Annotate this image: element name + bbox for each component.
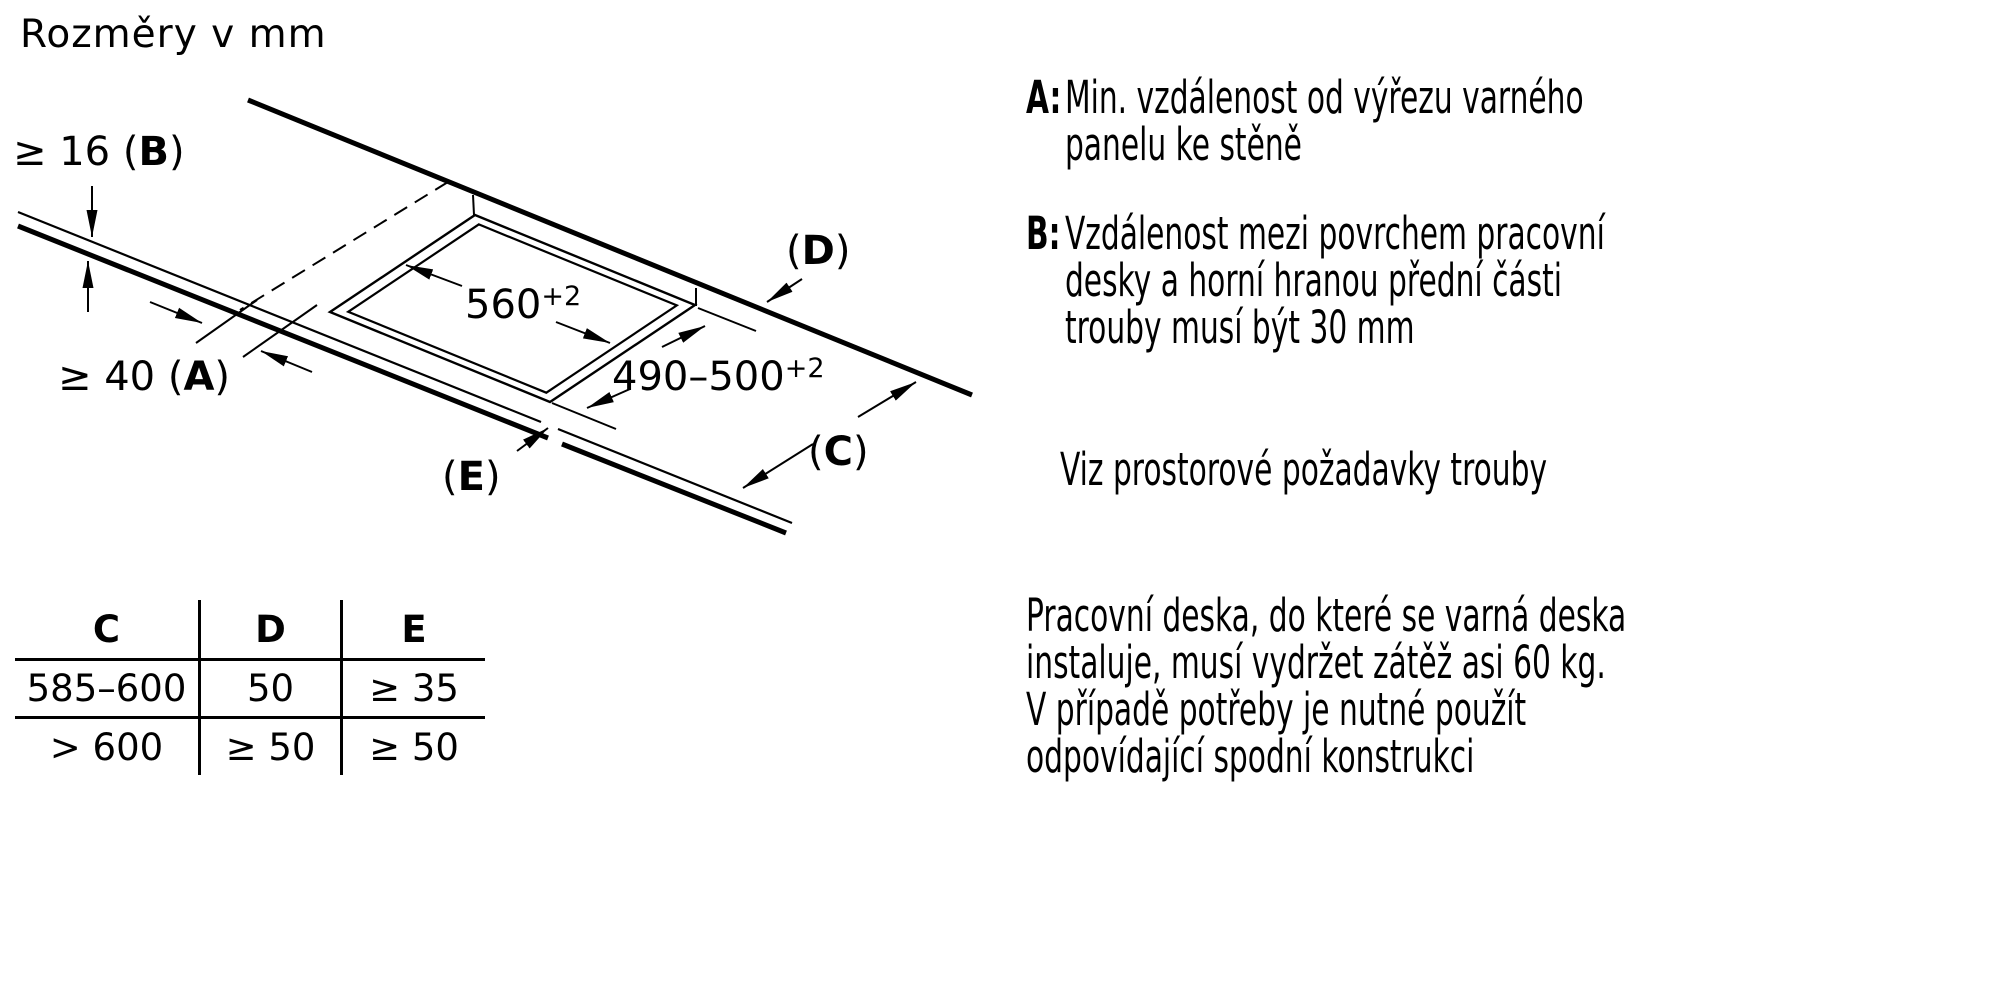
label-c-leader-arrow-front [743,444,813,488]
note-a-text [1064,71,1584,171]
table-cell: > 600 [15,716,198,775]
dim-width-arrow-left [406,265,462,286]
dim-a-extension-line-1 [196,300,257,343]
dim-width-label: $560^{+2}$ [465,281,582,328]
note-b-label: B: [1026,207,1061,260]
note-oven-requirements-text: Viz prostorové požadavky trouby [1060,443,1548,496]
label-c-leader-arrow-wall [858,382,916,417]
dim-depth-label: $490-500^{+2}$ [612,353,825,400]
dim-a-extension-line-2 [243,305,317,357]
note-load-line: instaluje, musí vydržet zátěž asi 60 kg. [1026,636,1606,689]
dim-b-label: ≥ 16 (B) [13,129,185,175]
note-a-line: Min. vzdálenost od výřezu varného [1064,71,1584,124]
cutout-top-corner-tick [473,195,474,215]
note-b-text [1064,207,1605,354]
table-cell: ≥ 50 [340,716,485,775]
note-b [1026,207,1605,354]
dim-a-label: ≥ 40 (A) [58,354,231,400]
note-a-line: panelu ke stěně [1064,118,1302,171]
hidden-edge-dashed-line [240,182,448,310]
label-e: (E) [442,454,501,500]
note-b-line: trouby musí být 30 mm [1064,301,1415,354]
dim-depth-extension-line-2 [698,308,756,331]
dim-depth-arrow-right [662,326,705,347]
note-a-label: A: [1026,71,1062,124]
label-d-leader-arrow [767,279,802,302]
label-c: (C) [808,429,869,475]
dim-depth-extension-line-1 [552,403,616,429]
note-b-line: Vzdálenost mezi povrchem pracovní [1064,207,1605,260]
note-load-line: Pracovní deska, do které se varná deska [1026,589,1627,642]
dimension-table [15,600,485,775]
note-a [1026,71,1584,171]
worktop-cutout-diagram [0,60,1000,560]
table-header-d: D [198,600,340,658]
label-d: (D) [786,228,851,274]
note-load-text [1026,589,1627,783]
dim-a-arrow-left [261,351,312,372]
table-cell: 50 [198,658,340,716]
note-load-line: odpovídající spodní konstrukci [1026,730,1475,783]
table-header-c: C [92,607,121,651]
note-b-line: desky a horní hranou přední části [1064,254,1562,307]
table-cell: 585–600 [15,658,198,716]
table-cell: ≥ 35 [340,658,485,716]
dim-a-arrow-right [150,302,202,323]
note-oven-requirements [1060,443,1548,496]
page-title: Rozměry v mm [20,12,327,57]
table-cell: ≥ 50 [198,716,340,775]
note-load-line: V případě potřeby je nutné použít [1026,683,1527,736]
table-header-e: E [340,600,485,658]
dim-width-arrow-right [556,322,610,343]
note-load-capacity [1026,589,1627,783]
